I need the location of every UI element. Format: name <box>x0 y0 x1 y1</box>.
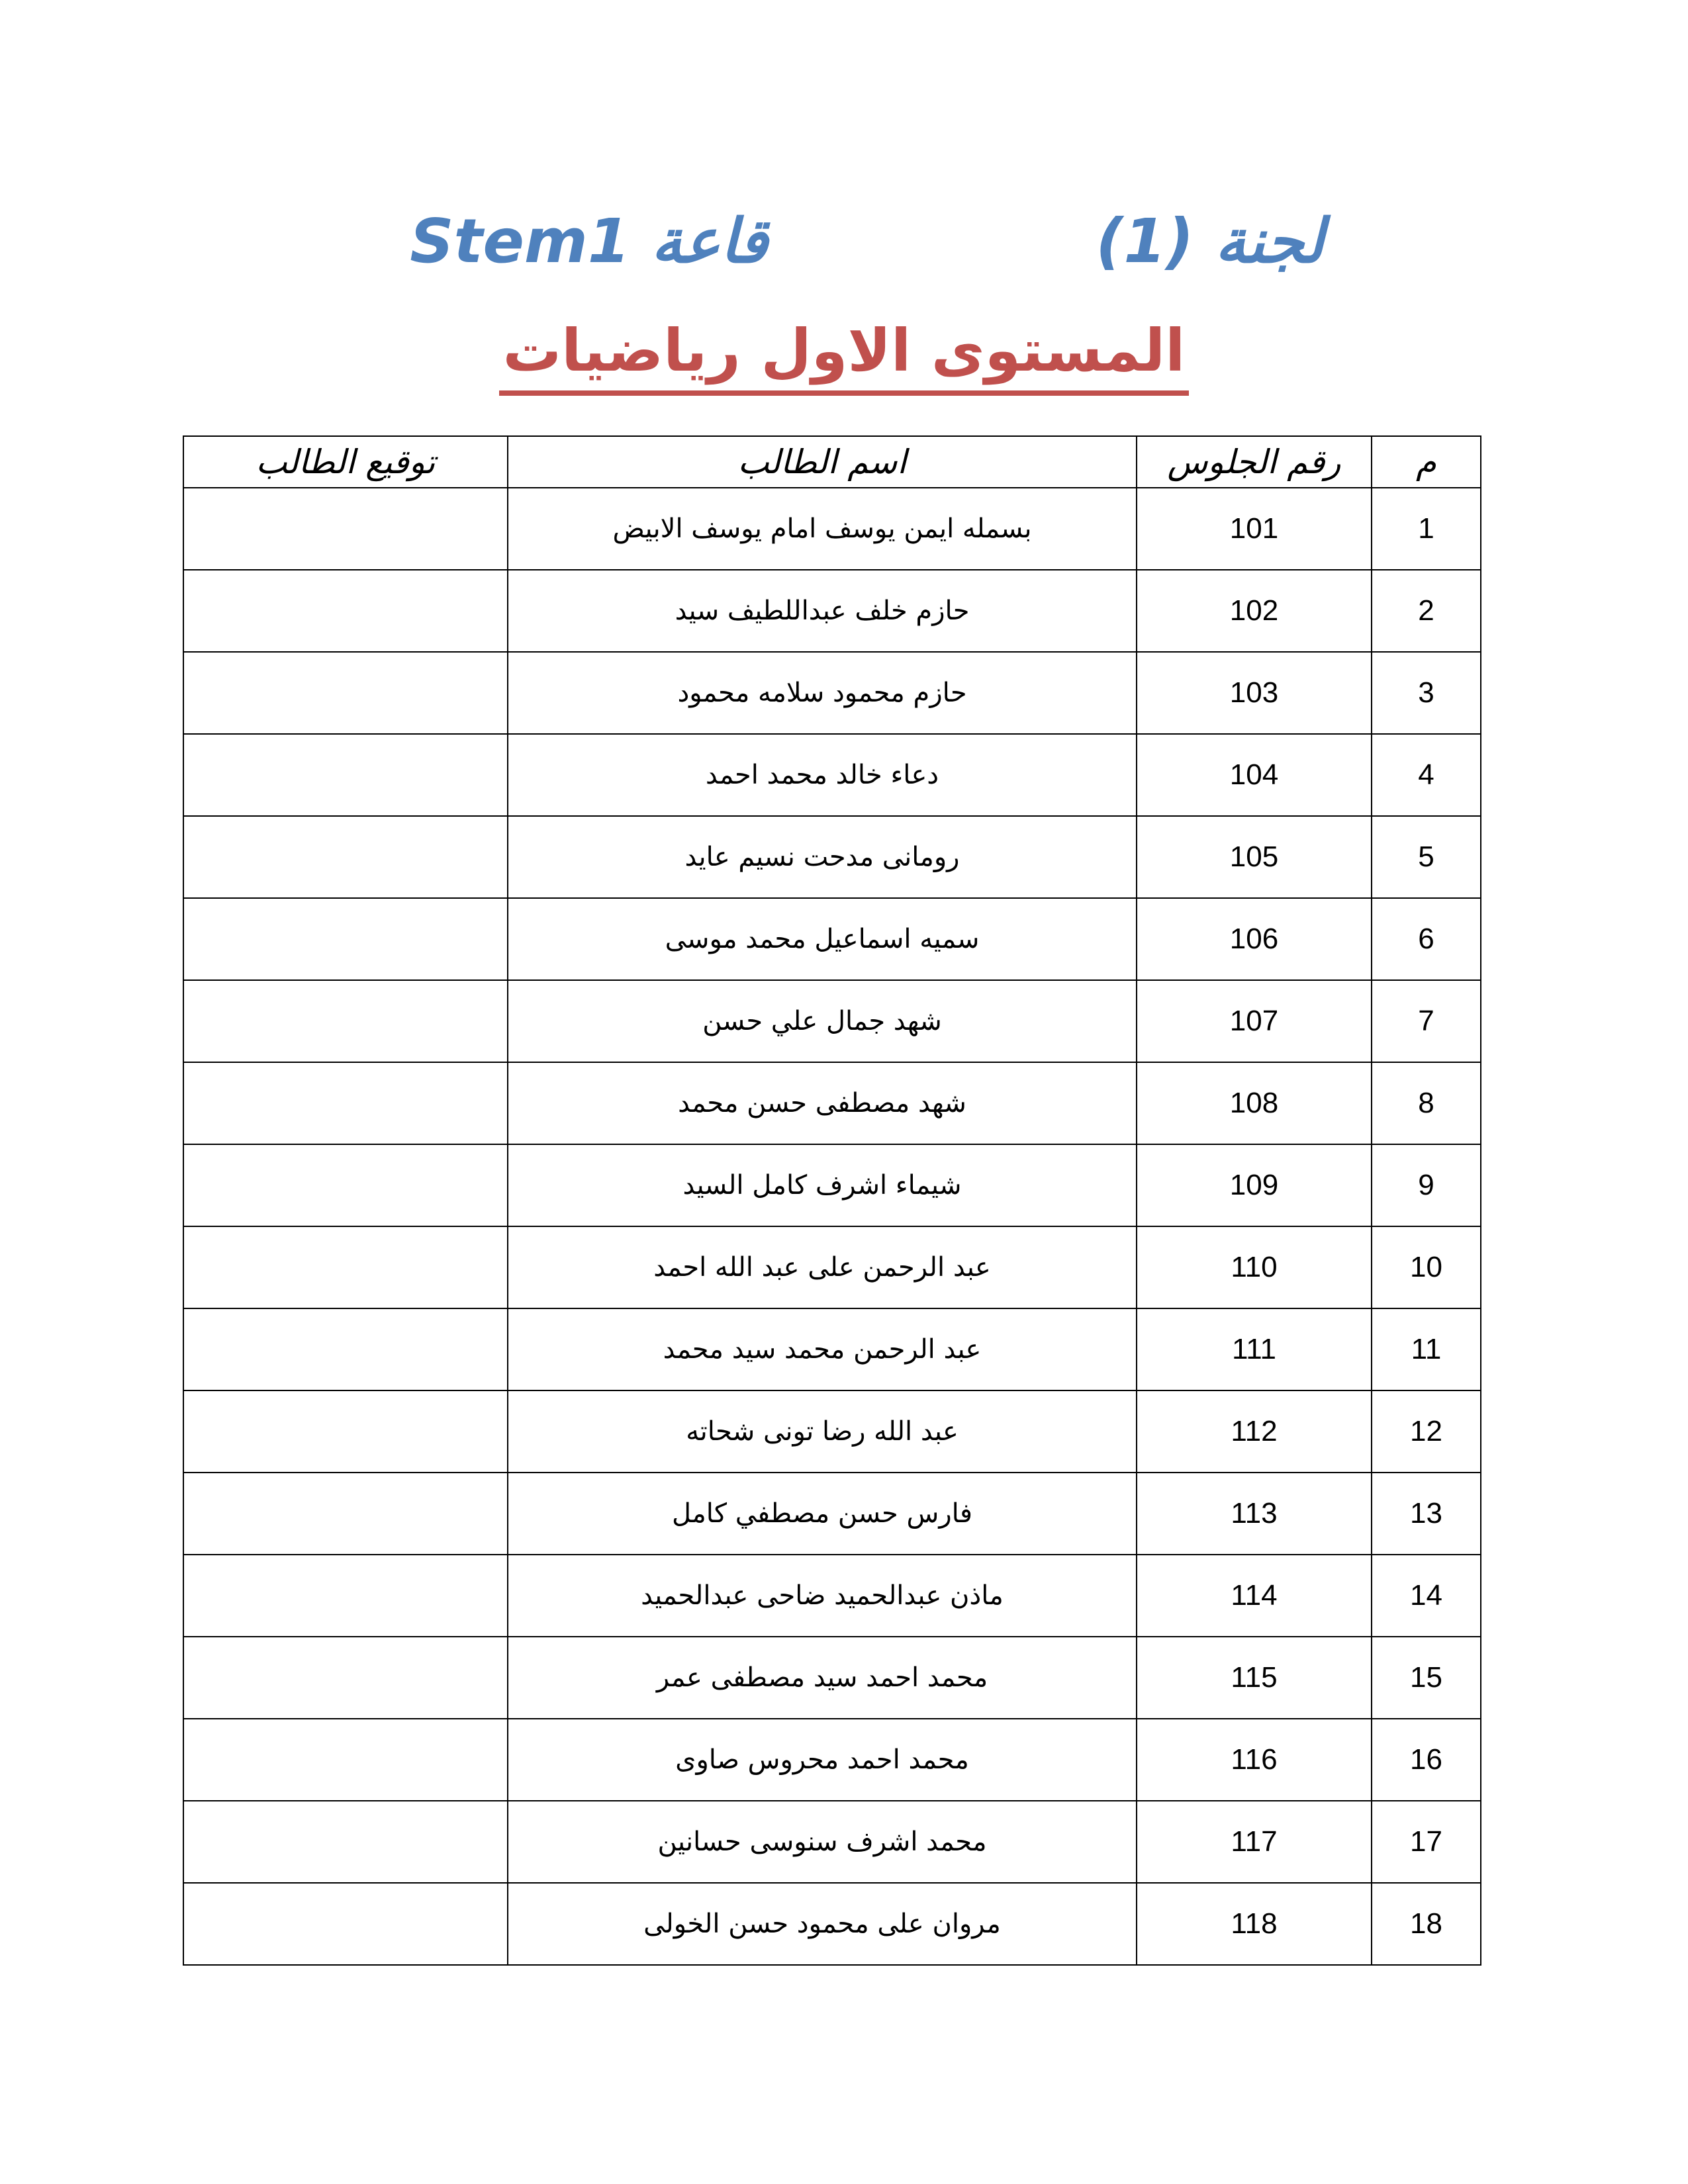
signature-cell <box>183 734 508 816</box>
row-index-cell: 10 <box>1372 1226 1481 1308</box>
table-row <box>183 1390 1481 1473</box>
seat-number-cell: 109 <box>1137 1144 1372 1226</box>
student-name-cell: فارس حسن مصطفي كامل <box>508 1473 1137 1555</box>
table-row <box>183 816 1481 898</box>
table-row <box>183 1473 1481 1555</box>
row-index-cell: 16 <box>1372 1719 1481 1801</box>
row-index-cell: 8 <box>1372 1062 1481 1144</box>
student-name-cell: دعاء خالد محمد احمد <box>508 734 1137 816</box>
signature-cell <box>183 570 508 652</box>
seat-number-cell: 104 <box>1137 734 1372 816</box>
seat-number-cell: 106 <box>1137 898 1372 980</box>
row-index-cell: 17 <box>1372 1801 1481 1883</box>
table-row <box>183 1226 1481 1308</box>
level-subtitle: المستوى الاول رياضيات <box>499 311 1190 396</box>
student-name-cell: محمد احمد سيد مصطفى عمر <box>508 1637 1137 1719</box>
student-name-cell: عبد الرحمن محمد سيد محمد <box>508 1308 1137 1390</box>
row-index-cell: 3 <box>1372 652 1481 734</box>
student-name-cell: مروان على محمود حسن الخولى <box>508 1883 1137 1965</box>
page-header <box>0 192 1688 291</box>
seat-number-cell: 107 <box>1137 980 1372 1062</box>
seat-number-cell: 114 <box>1137 1555 1372 1637</box>
column-header-signature: توقيع الطالب <box>183 436 508 488</box>
row-index-cell: 11 <box>1372 1308 1481 1390</box>
student-name-cell: ماذن عبدالحميد ضاحى عبدالحميد <box>508 1555 1137 1637</box>
student-name-cell: محمد اشرف سنوسى حسانين <box>508 1801 1137 1883</box>
table-header-row <box>183 436 1481 488</box>
table-row <box>183 570 1481 652</box>
seat-number-cell: 103 <box>1137 652 1372 734</box>
signature-cell <box>183 898 508 980</box>
signature-cell <box>183 816 508 898</box>
signature-cell <box>183 1637 508 1719</box>
signature-cell <box>183 1062 508 1144</box>
student-name-cell: عبد الله رضا تونى شحاته <box>508 1390 1137 1473</box>
signature-cell <box>183 980 508 1062</box>
seat-number-cell: 116 <box>1137 1719 1372 1801</box>
table-row <box>183 1637 1481 1719</box>
student-name-cell: حازم محمود سلامه محمود <box>508 652 1137 734</box>
row-index-cell: 5 <box>1372 816 1481 898</box>
seat-number-cell: 105 <box>1137 816 1372 898</box>
row-index-cell: 13 <box>1372 1473 1481 1555</box>
table-row <box>183 1308 1481 1390</box>
row-index-cell: 1 <box>1372 488 1481 570</box>
student-name-cell: شهد جمال علي حسن <box>508 980 1137 1062</box>
signature-cell <box>183 652 508 734</box>
signature-cell <box>183 1555 508 1637</box>
seat-number-cell: 115 <box>1137 1637 1372 1719</box>
row-index-cell: 7 <box>1372 980 1481 1062</box>
student-roster-table <box>183 435 1481 1966</box>
signature-cell <box>183 1226 508 1308</box>
table-row <box>183 1719 1481 1801</box>
seat-number-cell: 101 <box>1137 488 1372 570</box>
signature-cell <box>183 1308 508 1390</box>
student-name-cell: محمد احمد محروس صاوى <box>508 1719 1137 1801</box>
column-header-seat-number: رقم الجلوس <box>1137 436 1372 488</box>
student-name-cell: رومانى مدحت نسيم عايد <box>508 816 1137 898</box>
student-name-cell: بسمله ايمن يوسف امام يوسف الابيض <box>508 488 1137 570</box>
row-index-cell: 15 <box>1372 1637 1481 1719</box>
seat-number-cell: 102 <box>1137 570 1372 652</box>
level-subtitle-container <box>0 311 1688 414</box>
signature-cell <box>183 1801 508 1883</box>
table-body <box>183 488 1481 1965</box>
hall-title: قاعة Stem1 <box>410 206 768 277</box>
row-index-cell: 18 <box>1372 1883 1481 1965</box>
table-row <box>183 1555 1481 1637</box>
seat-number-cell: 117 <box>1137 1801 1372 1883</box>
column-header-index: م <box>1372 436 1481 488</box>
table-row <box>183 1883 1481 1965</box>
student-name-cell: حازم خلف عبداللطيف سيد <box>508 570 1137 652</box>
table-row <box>183 980 1481 1062</box>
signature-cell <box>183 1473 508 1555</box>
row-index-cell: 4 <box>1372 734 1481 816</box>
table-row <box>183 898 1481 980</box>
seat-number-cell: 118 <box>1137 1883 1372 1965</box>
table-row <box>183 1801 1481 1883</box>
row-index-cell: 6 <box>1372 898 1481 980</box>
table-row <box>183 488 1481 570</box>
student-name-cell: شيماء اشرف كامل السيد <box>508 1144 1137 1226</box>
signature-cell <box>183 1144 508 1226</box>
table-row <box>183 734 1481 816</box>
student-name-cell: سميه اسماعيل محمد موسى <box>508 898 1137 980</box>
seat-number-cell: 111 <box>1137 1308 1372 1390</box>
student-name-cell: عبد الرحمن على عبد الله احمد <box>508 1226 1137 1308</box>
table-row <box>183 1144 1481 1226</box>
row-index-cell: 9 <box>1372 1144 1481 1226</box>
signature-cell <box>183 1883 508 1965</box>
row-index-cell: 12 <box>1372 1390 1481 1473</box>
column-header-student-name: اسم الطالب <box>508 436 1137 488</box>
signature-cell <box>183 1390 508 1473</box>
row-index-cell: 2 <box>1372 570 1481 652</box>
row-index-cell: 14 <box>1372 1555 1481 1637</box>
seat-number-cell: 110 <box>1137 1226 1372 1308</box>
signature-cell <box>183 488 508 570</box>
table-row <box>183 1062 1481 1144</box>
seat-number-cell: 112 <box>1137 1390 1372 1473</box>
signature-cell <box>183 1719 508 1801</box>
seat-number-cell: 108 <box>1137 1062 1372 1144</box>
table-row <box>183 652 1481 734</box>
committee-title: لجنة (1) <box>1096 206 1324 277</box>
seat-number-cell: 113 <box>1137 1473 1372 1555</box>
student-name-cell: شهد مصطفى حسن محمد <box>508 1062 1137 1144</box>
